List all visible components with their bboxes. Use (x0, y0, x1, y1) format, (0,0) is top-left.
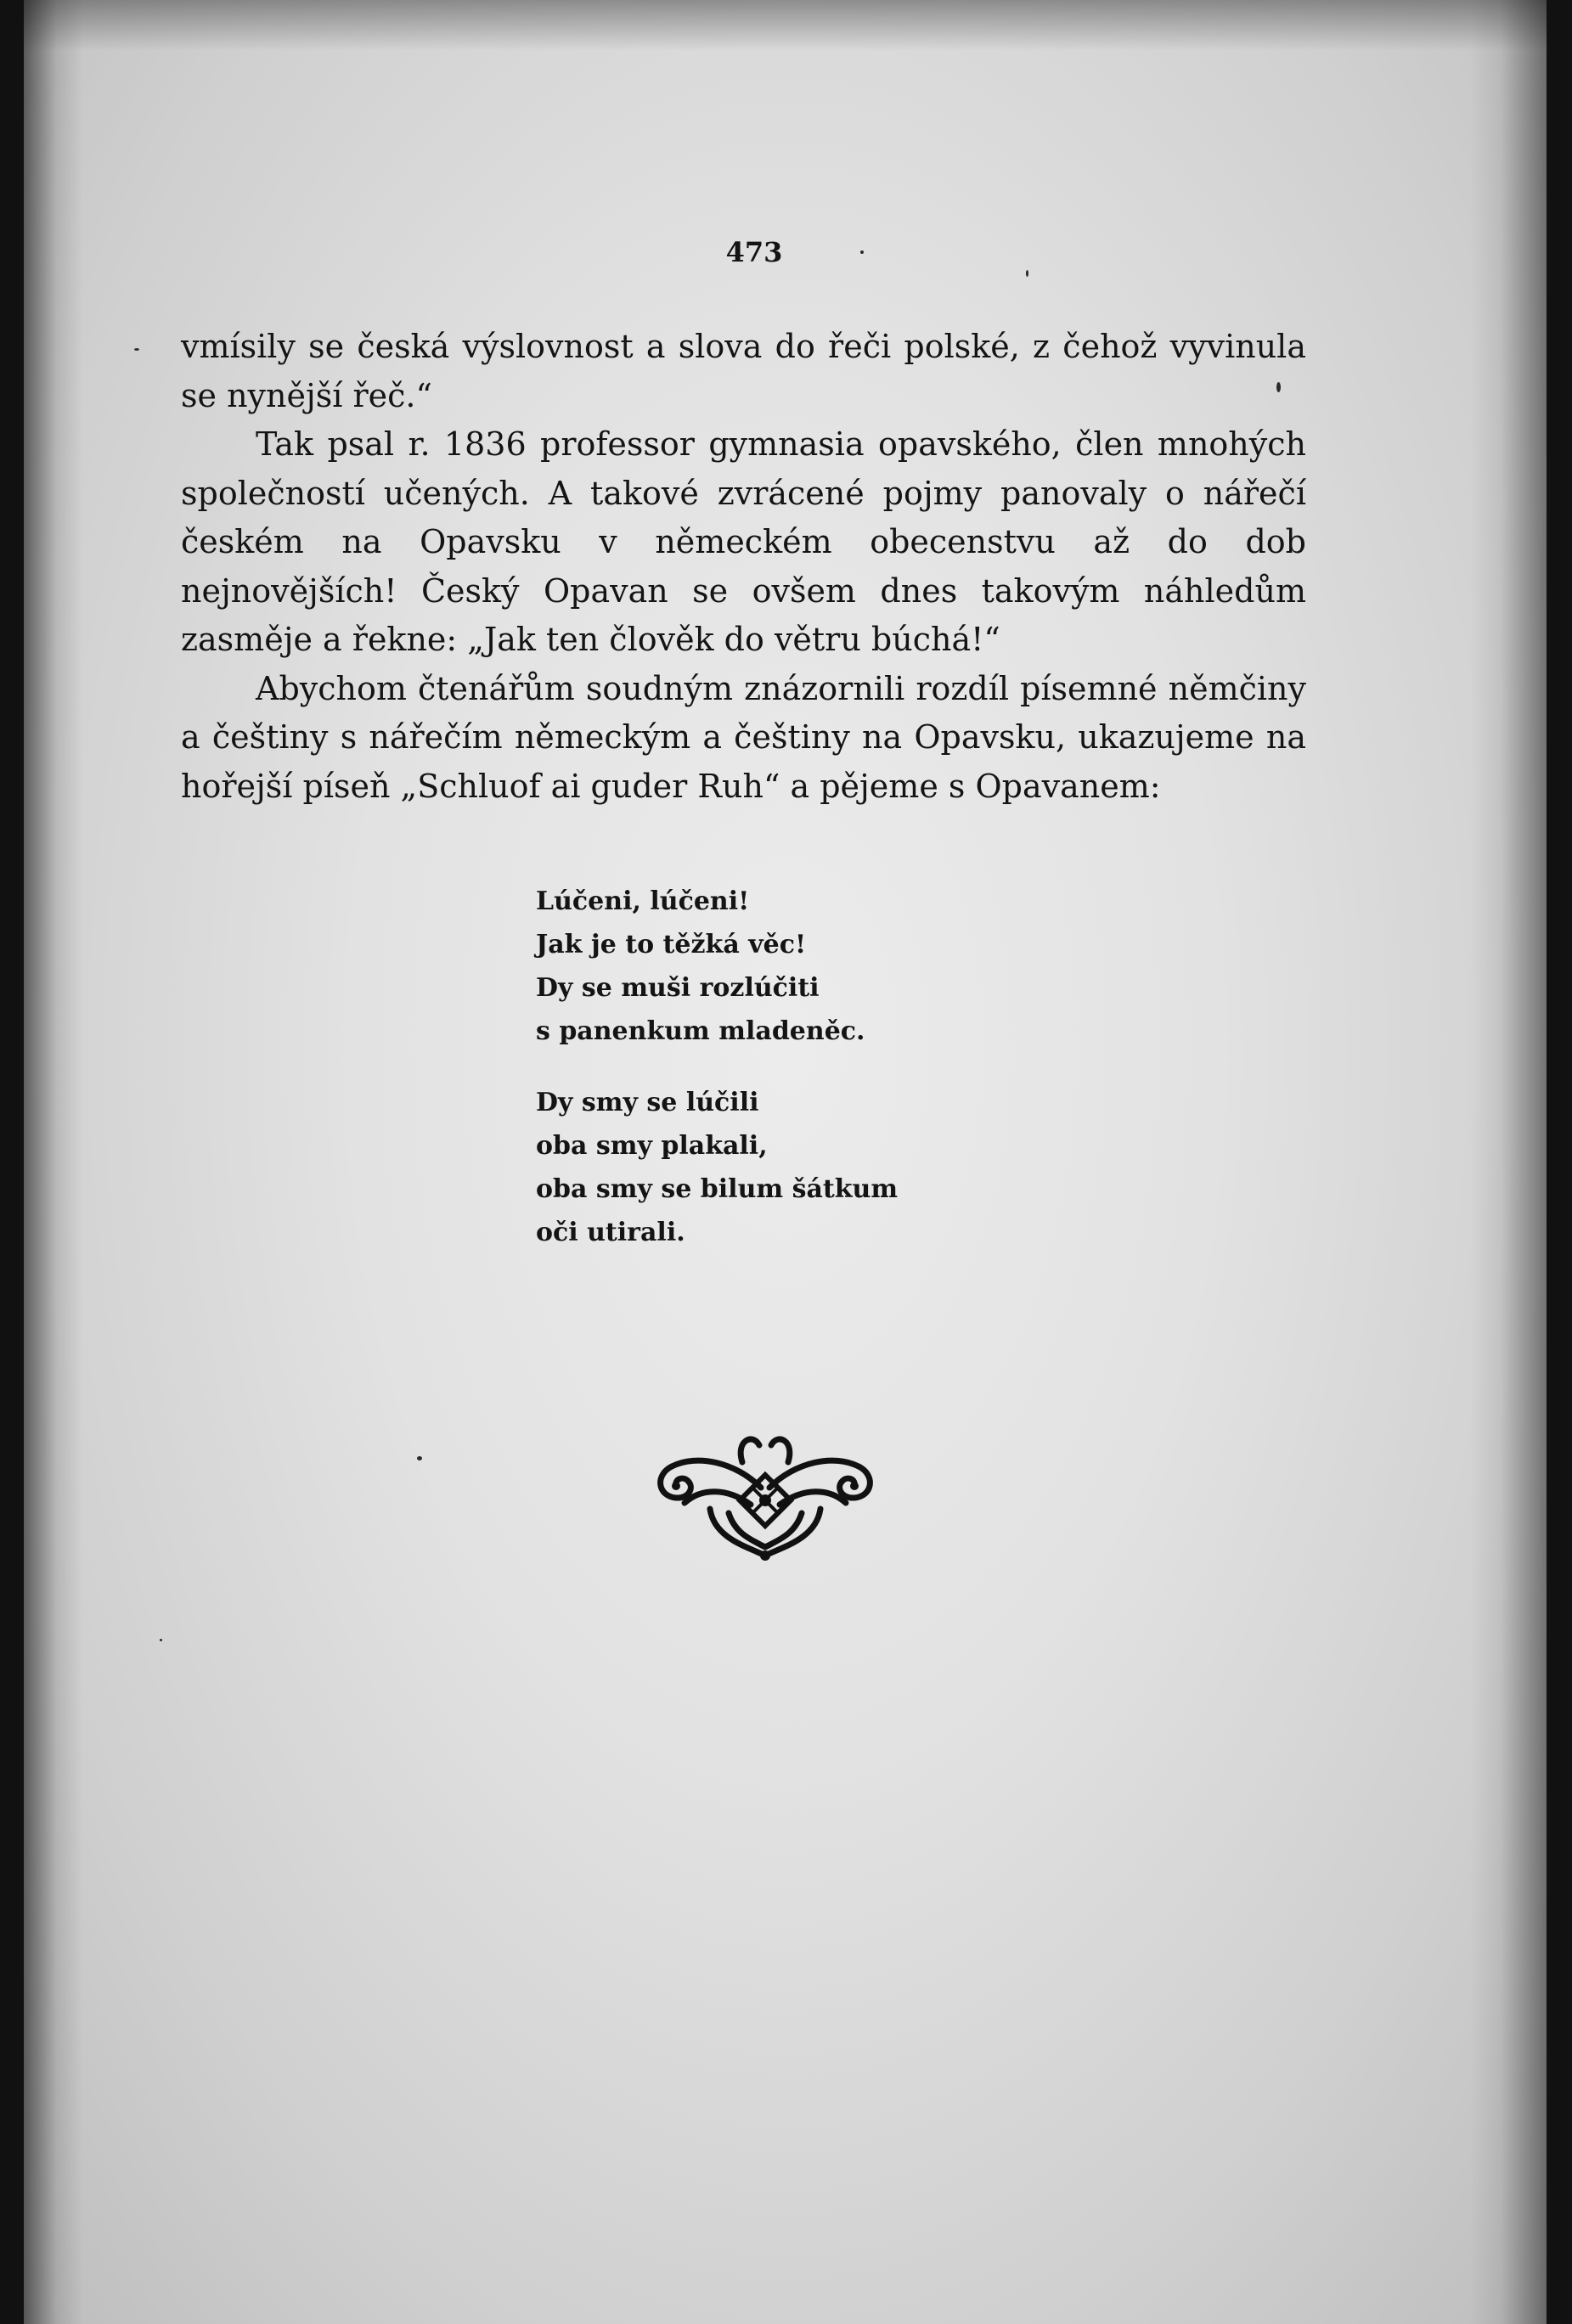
body-text (181, 323, 1306, 811)
page-shadow-right (1470, 0, 1547, 2324)
print-speck (160, 1639, 162, 1641)
poem-line: Dy smy se lúčili (536, 1088, 759, 1117)
poem-line: oba smy plakali, (536, 1131, 768, 1161)
print-speck (417, 1456, 422, 1460)
page-shadow-top (24, 0, 1547, 51)
poem-line: Dy se muši rozlúčiti (536, 973, 820, 1003)
poem-stanza (536, 1081, 1045, 1254)
paragraph: Abychom čtenářům soudným znázornili rozdíl písemné němčiny a češtiny s nářečím německým a češtiny na Opavsku, ukazujeme na hořejší píseň „Schluof ai guder Ruh“ a pějeme s Opavanem: (181, 669, 1306, 805)
fleuron-ornament-icon (651, 1428, 880, 1564)
page-number: 473 (725, 236, 783, 268)
print-speck (1026, 270, 1028, 277)
poem-line: s panenkum mladeněc. (536, 1016, 865, 1046)
book-page (24, 0, 1547, 2324)
song-poem (536, 880, 1045, 1282)
poem-line: Jak je to těžká věc! (536, 930, 807, 959)
print-speck (134, 348, 139, 351)
poem-line: oči utirali. (536, 1218, 685, 1247)
poem-line: oba smy se bilum šátkum (536, 1174, 899, 1204)
poem-line: Lúčeni, lúčeni! (536, 886, 750, 916)
paragraph: Tak psal r. 1836 professor gymnasia opavského, člen mnohých společností učených. A takové zvrácené pojmy panovaly o nářečí českém na Opavsku v německém obecenstvu až do dob nejnovějších! Český Opavan se ovšem dnes takovým náhledům zasměje a řekne: „Jak ten člověk do větru búchá!“ (181, 425, 1306, 658)
print-speck (1276, 382, 1281, 392)
paragraph-continued: vmísily se česká výslovnost a slova do řeči polské, z čehož vyvinula se nynější řeč.“ (181, 328, 1306, 414)
page-shadow-left (24, 0, 83, 2324)
print-speck (860, 250, 864, 254)
poem-stanza (536, 880, 1045, 1053)
